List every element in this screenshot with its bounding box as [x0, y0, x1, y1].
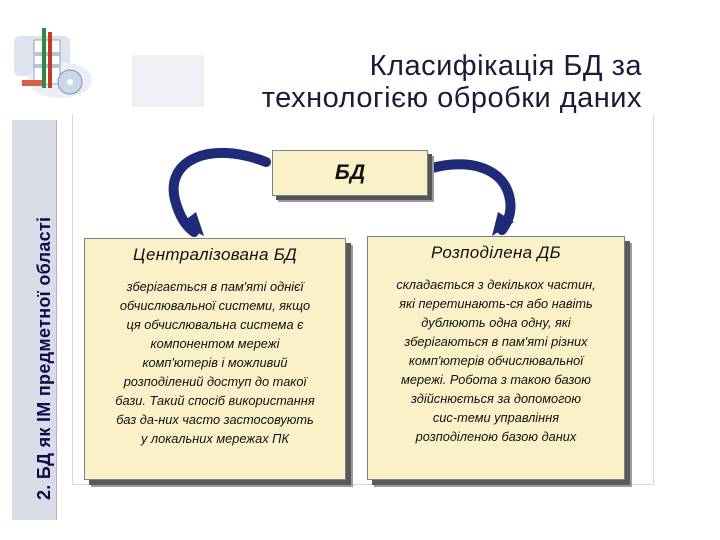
description-line: компонентом мережі: [150, 336, 280, 351]
description-line: баз да-них часто застосовують: [116, 412, 314, 427]
distributed-db-description: [368, 275, 624, 446]
description-line: мережі. Робота з такою базою: [401, 372, 591, 387]
centralized-db-description: [85, 277, 345, 448]
centralized-db-heading: Централізована БД: [132, 245, 297, 264]
description-line: здійснюється за допомогою: [410, 391, 582, 406]
description-line: розподіленою базою даних: [415, 429, 577, 444]
root-node-bd: БД: [272, 150, 428, 196]
description-line: дублюють одна одну, які: [421, 315, 571, 330]
description-line: обчислювальної системи, якщо: [119, 298, 311, 313]
description-line: зберігаються в пам'яті різних: [404, 334, 588, 349]
description-line: розподілений доступ до такої: [123, 374, 307, 389]
sidebar-vertical-title: 2. БД як ІМ предметної області: [34, 216, 54, 500]
centralized-db-panel: [84, 238, 346, 480]
description-line: які перетинають-ся або навіть: [399, 296, 593, 311]
description-line: у локальних мережах ПК: [140, 431, 290, 446]
distributed-db-heading: Розподілена ДБ: [430, 243, 562, 262]
description-line: сис-теми управління: [432, 410, 560, 425]
description-line: ця обчислювальна система є: [126, 317, 304, 332]
slide-title-line-1: Класифікація БД за: [369, 50, 642, 82]
description-line: комп'ютерів обчислювальної: [408, 353, 584, 368]
slide-title-line-2: технологією обробки даних: [261, 82, 642, 114]
distributed-db-panel: [367, 236, 625, 480]
description-line: бази. Такий спосіб використання: [115, 393, 315, 408]
description-line: складається з декількох частин,: [396, 277, 596, 292]
description-line: комп'ютерів і можливий: [142, 355, 288, 370]
description-line: зберігається в пам'яті однієї: [126, 279, 304, 294]
